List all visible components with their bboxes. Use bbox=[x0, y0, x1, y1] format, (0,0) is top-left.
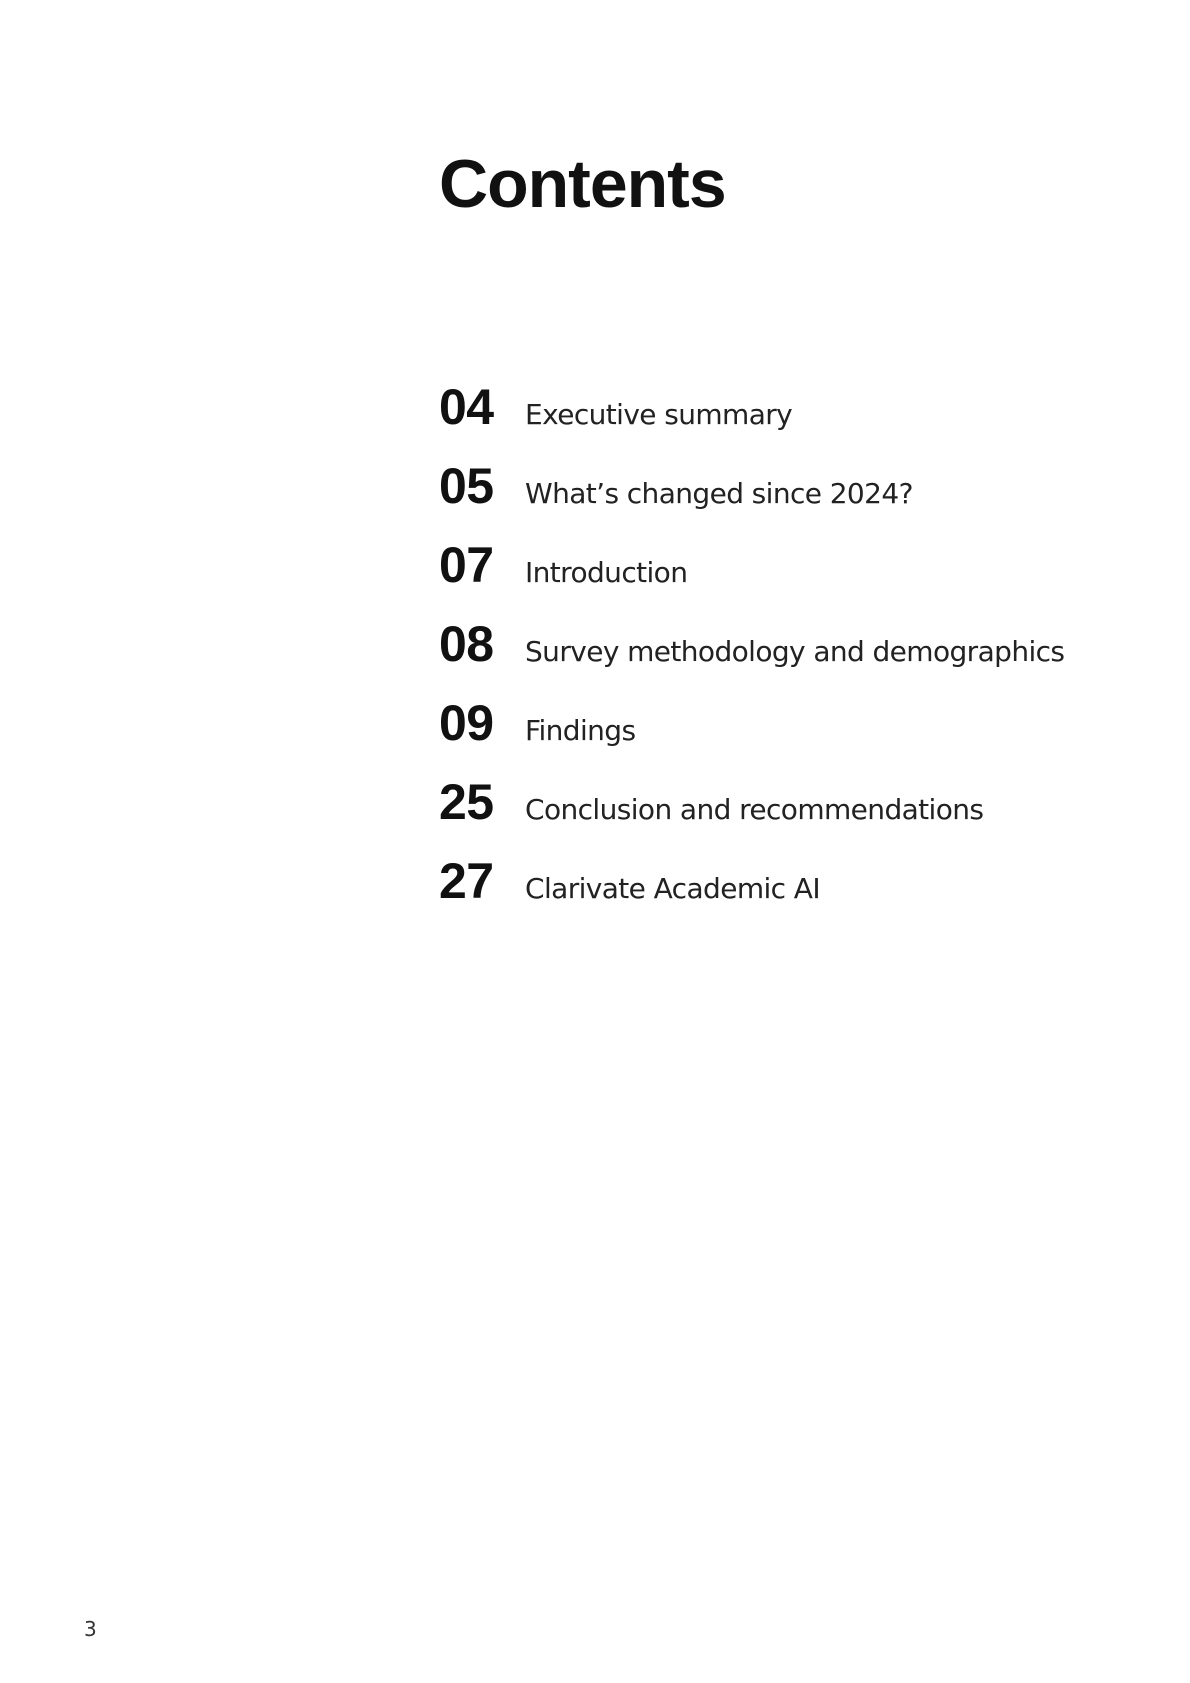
toc-page-number: 04 bbox=[439, 379, 494, 435]
toc-item-label: Clarivate Academic AI bbox=[525, 872, 820, 905]
toc-item-label: Executive summary bbox=[525, 398, 793, 431]
toc-item-findings[interactable] bbox=[439, 695, 1064, 777]
toc-item-label: Conclusion and recommendations bbox=[525, 793, 984, 826]
toc-item-conclusion[interactable] bbox=[439, 774, 1064, 856]
toc-item-label: What’s changed since 2024? bbox=[525, 477, 913, 510]
toc-item-label: Survey methodology and demographics bbox=[525, 635, 1065, 668]
toc-item-whats-changed[interactable] bbox=[439, 458, 1064, 540]
toc-page-number: 08 bbox=[439, 616, 494, 672]
toc-page-number: 07 bbox=[439, 537, 494, 593]
table-of-contents bbox=[439, 379, 1065, 935]
page-number: 3 bbox=[84, 1617, 97, 1641]
toc-page-number: 27 bbox=[439, 853, 494, 909]
toc-page-number: 25 bbox=[439, 774, 494, 830]
toc-item-clarivate-academic-ai[interactable] bbox=[439, 853, 1064, 935]
toc-item-label: Introduction bbox=[525, 556, 688, 589]
toc-item-executive-summary[interactable] bbox=[439, 379, 1064, 461]
toc-item-survey-methodology[interactable] bbox=[439, 616, 1065, 698]
toc-item-introduction[interactable] bbox=[439, 537, 1064, 619]
toc-page-number: 09 bbox=[439, 695, 494, 751]
toc-item-label: Findings bbox=[525, 714, 636, 747]
toc-page-number: 05 bbox=[439, 458, 494, 514]
page-title: Contents bbox=[439, 146, 726, 222]
